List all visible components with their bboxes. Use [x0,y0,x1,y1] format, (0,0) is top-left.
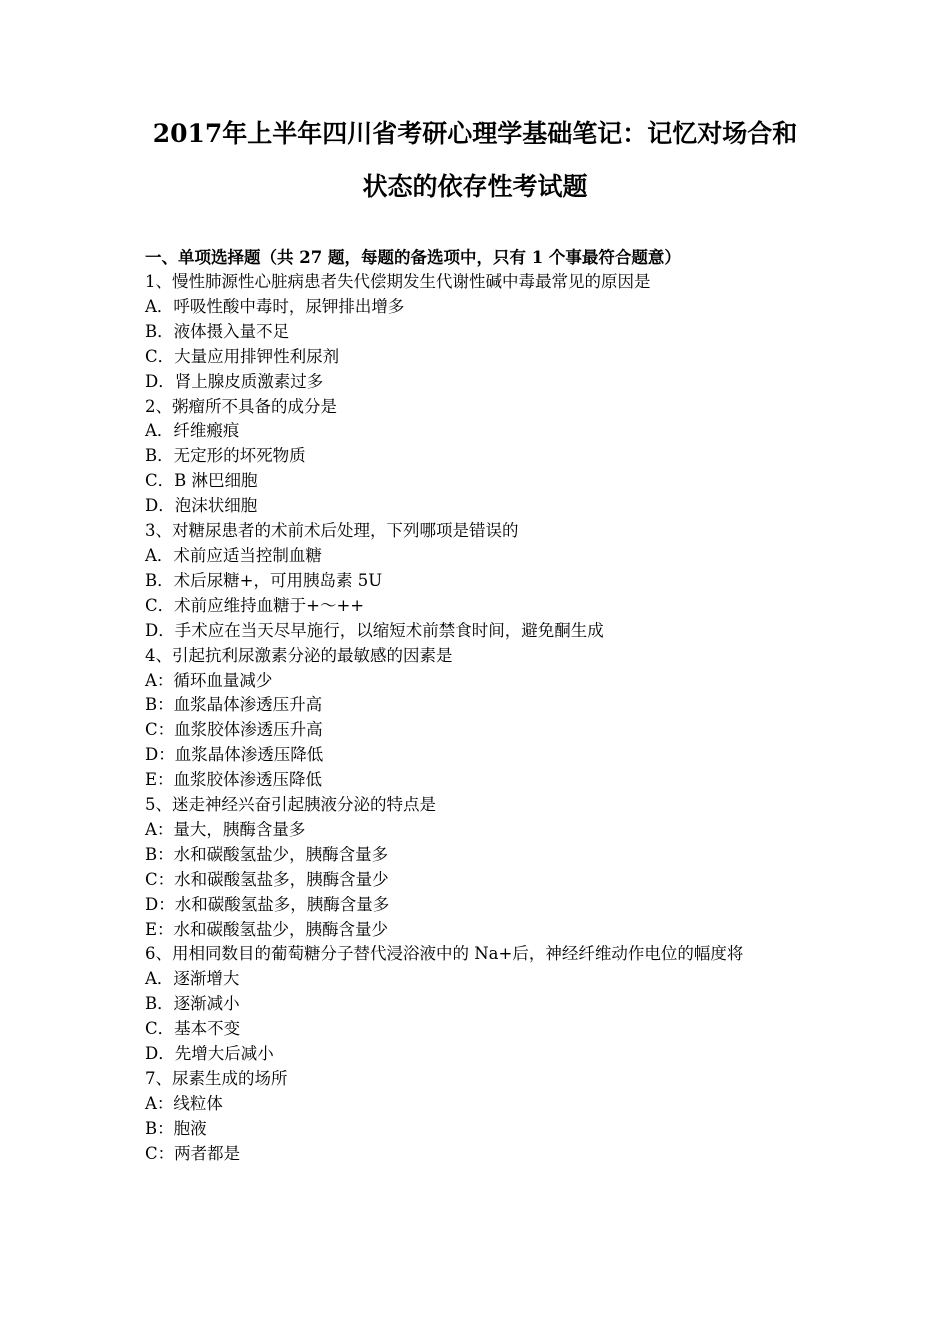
question-1: 1、慢性肺源性心脏病患者失代偿期发生代谢性碱中毒最常见的原因是 [145,272,651,291]
option-2d: D．泡沫状细胞 [145,496,258,516]
option-6b: B．逐渐减小 [145,994,240,1014]
option-2a: A．纤维瘢痕 [145,421,240,441]
option-3c: C．术前应维持血糖于+～++ [145,595,365,615]
option-4c: C：血浆胶体渗透压升高 [145,720,323,740]
question-5: 5、迷走神经兴奋引起胰液分泌的特点是 [145,795,436,815]
question-7: 7、尿素生成的场所 [145,1069,288,1088]
document-title-line-1: 2017年上半年四川省考研心理学基础笔记：记忆对场合和 [152,119,798,148]
question-4: 4、引起抗利尿激素分泌的最敏感的因素是 [145,645,453,665]
option-1d: D．肾上腺皮质激素过多 [145,371,324,391]
option-4d: D：血浆晶体渗透压降低 [145,745,324,765]
question-3: 3、对糖尿患者的术前术后处理，下列哪项是错误的 [145,521,519,541]
option-5d: D：水和碳酸氢盐多，胰酶含量多 [145,894,390,914]
option-4b: B：血浆晶体渗透压升高 [145,695,323,715]
option-5b: B：水和碳酸氢盐少，胰酶含量多 [145,844,389,864]
document-body [145,245,825,1167]
option-2c: C．B 淋巴细胞 [145,471,258,491]
option-5c: C：水和碳酸氢盐多，胰酶含量少 [145,869,389,889]
option-4a: A：循环血量减少 [145,670,273,690]
option-1a: A．呼吸性酸中毒时，尿钾排出增多 [145,296,405,316]
document-title-line-2: 状态的依存性考试题 [362,172,588,201]
option-1c: C．大量应用排钾性利尿剂 [145,346,340,366]
option-5e: E：水和碳酸氢盐少，胰酶含量少 [145,919,389,939]
option-1b: B．液体摄入量不足 [145,321,290,341]
option-5a: A：量大，胰酶含量多 [145,819,306,839]
option-6d: D．先增大后减小 [145,1044,274,1064]
option-3b: B．术后尿糖+，可用胰岛素 5U [145,570,383,590]
option-7b: B：胞液 [145,1118,207,1138]
question-2: 2、粥瘤所不具备的成分是 [145,396,337,416]
option-6c: C．基本不变 [145,1019,241,1039]
option-7a: A：线粒体 [145,1093,223,1113]
section-heading: 一、单项选择题（共 27 题，每题的备选项中，只有 1 个事最符合题意） [145,248,681,267]
question-6: 6、用相同数目的葡萄糖分子替代浸浴液中的 Na+后，神经纤维动作电位的幅度将 [145,944,744,964]
option-3a: A．术前应适当控制血糖 [145,545,322,565]
option-4e: E：血浆胶体渗透压降低 [145,770,323,790]
option-6a: A．逐渐增大 [145,969,240,989]
option-7c: C：两者都是 [145,1143,241,1163]
option-3d: D．手术应在当天尽早施行，以缩短术前禁食时间，避免酮生成 [145,620,604,640]
option-2b: B．无定形的坏死物质 [145,446,306,466]
